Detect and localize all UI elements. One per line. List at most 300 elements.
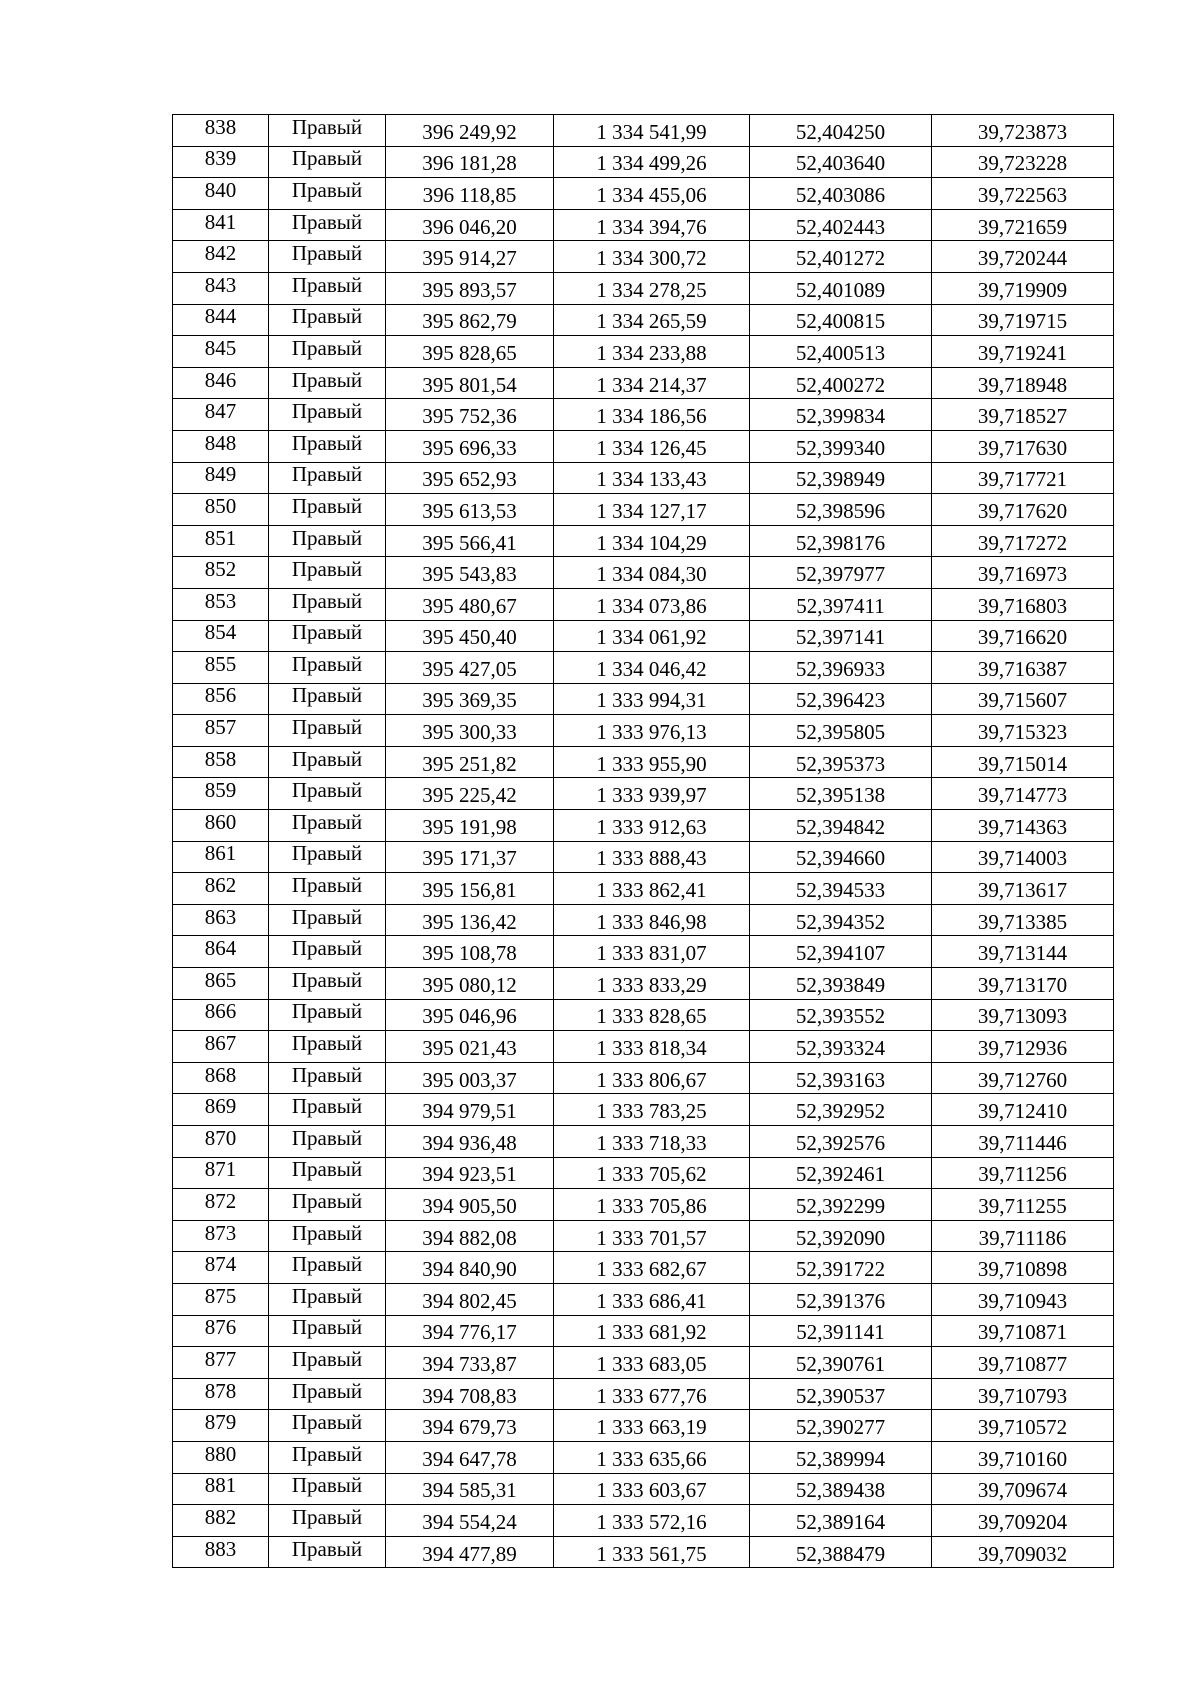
cell-text: 39,713385 <box>977 909 1068 934</box>
cell-text: Правый <box>291 209 363 234</box>
longitude-cell <box>932 1126 1114 1158</box>
longitude-cell <box>932 936 1114 968</box>
cell-text: 52,389994 <box>795 1446 886 1471</box>
y-coordinate-cell <box>554 1252 750 1284</box>
y-coordinate-cell <box>554 1441 750 1473</box>
cell-text: 1 333 705,86 <box>596 1193 707 1218</box>
cell-text: 52,393552 <box>795 1004 886 1029</box>
cell-text: 52,393324 <box>795 1036 886 1061</box>
cell-text: 878 <box>204 1378 237 1403</box>
x-coordinate-cell <box>386 1220 554 1252</box>
cell-text: 39,710898 <box>977 1257 1068 1282</box>
cell-text: 1 333 806,67 <box>596 1067 707 1092</box>
point-number-cell <box>173 336 269 368</box>
cell-text: 879 <box>204 1410 237 1435</box>
cell-text: 52,390277 <box>795 1415 886 1440</box>
point-number-cell <box>173 1062 269 1094</box>
x-coordinate-cell <box>386 1031 554 1063</box>
table-row <box>173 1473 1114 1505</box>
cell-text: 394 776,17 <box>422 1320 517 1345</box>
side-cell <box>269 904 386 936</box>
cell-text: 1 334 186,56 <box>596 404 707 429</box>
y-coordinate-cell <box>554 209 750 241</box>
cell-text: 52,395373 <box>795 751 886 776</box>
latitude-cell <box>750 1157 932 1189</box>
latitude-cell <box>750 336 932 368</box>
longitude-cell <box>932 652 1114 684</box>
point-number-cell <box>173 1410 269 1442</box>
cell-text: 39,717620 <box>977 498 1068 523</box>
cell-text: 39,718948 <box>977 372 1068 397</box>
cell-text: 871 <box>204 1157 237 1182</box>
latitude-cell <box>750 588 932 620</box>
side-cell <box>269 841 386 873</box>
longitude-cell <box>932 810 1114 842</box>
x-coordinate-cell <box>386 525 554 557</box>
cell-text: Правый <box>291 1346 363 1371</box>
cell-text: Правый <box>291 304 363 329</box>
longitude-cell <box>932 557 1114 589</box>
latitude-cell <box>750 241 932 273</box>
table-row <box>173 999 1114 1031</box>
cell-text: 883 <box>204 1536 237 1561</box>
table-row <box>173 652 1114 684</box>
cell-text: 39,719715 <box>977 309 1068 334</box>
point-number-cell <box>173 146 269 178</box>
cell-text: Правый <box>291 241 363 266</box>
latitude-cell <box>750 1062 932 1094</box>
cell-text: 395 251,82 <box>422 751 517 776</box>
cell-text: 1 334 046,42 <box>596 656 707 681</box>
cell-text: Правый <box>291 715 363 740</box>
cell-text: 395 893,57 <box>422 277 517 302</box>
cell-text: 39,710871 <box>977 1320 1068 1345</box>
cell-text: 868 <box>204 1062 237 1087</box>
longitude-cell <box>932 873 1114 905</box>
side-cell <box>269 209 386 241</box>
cell-text: 39,713617 <box>977 878 1068 903</box>
cell-text: 52,389164 <box>795 1509 886 1534</box>
cell-text: 39,716803 <box>977 593 1068 618</box>
cell-text: 1 334 084,30 <box>596 562 707 587</box>
point-number-cell <box>173 209 269 241</box>
table-row <box>173 178 1114 210</box>
cell-text: Правый <box>291 1410 363 1435</box>
cell-text: Правый <box>291 746 363 771</box>
cell-text: 1 333 686,41 <box>596 1288 707 1313</box>
cell-text: 872 <box>204 1188 237 1213</box>
cell-text: Правый <box>291 272 363 297</box>
cell-text: 395 046,96 <box>422 1004 517 1029</box>
cell-text: 52,396423 <box>795 688 886 713</box>
x-coordinate-cell <box>386 430 554 462</box>
cell-text: 39,716387 <box>977 656 1068 681</box>
longitude-cell <box>932 525 1114 557</box>
cell-text: 52,400272 <box>795 372 886 397</box>
cell-text: 847 <box>204 399 237 424</box>
cell-text: Правый <box>291 651 363 676</box>
y-coordinate-cell <box>554 1536 750 1568</box>
coordinates-table-body <box>173 115 1114 1568</box>
cell-text: 882 <box>204 1504 237 1529</box>
y-coordinate-cell <box>554 904 750 936</box>
cell-text: 52,402443 <box>795 214 886 239</box>
cell-text: 395 003,37 <box>422 1067 517 1092</box>
longitude-cell <box>932 367 1114 399</box>
latitude-cell <box>750 746 932 778</box>
cell-text: Правый <box>291 367 363 392</box>
latitude-cell <box>750 462 932 494</box>
cell-text: 52,403640 <box>795 151 886 176</box>
cell-text: 39,710572 <box>977 1415 1068 1440</box>
side-cell <box>269 1126 386 1158</box>
x-coordinate-cell <box>386 1126 554 1158</box>
cell-text: Правый <box>291 462 363 487</box>
cell-text: Правый <box>291 620 363 645</box>
cell-text: Правый <box>291 936 363 961</box>
cell-text: 395 136,42 <box>422 909 517 934</box>
cell-text: 52,388479 <box>795 1541 886 1566</box>
longitude-cell <box>932 1252 1114 1284</box>
x-coordinate-cell <box>386 1189 554 1221</box>
latitude-cell <box>750 1126 932 1158</box>
x-coordinate-cell <box>386 1283 554 1315</box>
cell-text: Правый <box>291 1315 363 1340</box>
cell-text: 865 <box>204 967 237 992</box>
cell-text: 394 477,89 <box>422 1541 517 1566</box>
x-coordinate-cell <box>386 715 554 747</box>
cell-text: 52,397411 <box>796 593 885 618</box>
x-coordinate-cell <box>386 115 554 147</box>
y-coordinate-cell <box>554 115 750 147</box>
cell-text: 838 <box>204 114 237 139</box>
latitude-cell <box>750 1473 932 1505</box>
table-row <box>173 904 1114 936</box>
latitude-cell <box>750 557 932 589</box>
latitude-cell <box>750 904 932 936</box>
y-coordinate-cell <box>554 1378 750 1410</box>
side-cell <box>269 399 386 431</box>
cell-text: 853 <box>204 588 237 613</box>
cell-text: 869 <box>204 1094 237 1119</box>
table-row <box>173 873 1114 905</box>
cell-text: 395 566,41 <box>422 530 517 555</box>
point-number-cell <box>173 1189 269 1221</box>
cell-text: 876 <box>204 1315 237 1340</box>
cell-text: 394 708,83 <box>422 1383 517 1408</box>
x-coordinate-cell <box>386 841 554 873</box>
cell-text: 395 080,12 <box>422 972 517 997</box>
x-coordinate-cell <box>386 462 554 494</box>
cell-text: 857 <box>204 715 237 740</box>
cell-text: 39,711186 <box>978 1225 1067 1250</box>
side-cell <box>269 1505 386 1537</box>
latitude-cell <box>750 1189 932 1221</box>
cell-text: Правый <box>291 904 363 929</box>
longitude-cell <box>932 399 1114 431</box>
cell-text: 394 840,90 <box>422 1257 517 1282</box>
cell-text: Правый <box>291 778 363 803</box>
table-row <box>173 1283 1114 1315</box>
cell-text: 52,390761 <box>795 1351 886 1376</box>
cell-text: 394 733,87 <box>422 1351 517 1376</box>
cell-text: 845 <box>204 335 237 360</box>
y-coordinate-cell <box>554 178 750 210</box>
cell-text: Правый <box>291 1252 363 1277</box>
latitude-cell <box>750 999 932 1031</box>
y-coordinate-cell <box>554 1473 750 1505</box>
longitude-cell <box>932 968 1114 1000</box>
y-coordinate-cell <box>554 272 750 304</box>
latitude-cell <box>750 1031 932 1063</box>
x-coordinate-cell <box>386 683 554 715</box>
cell-text: 52,394842 <box>795 814 886 839</box>
latitude-cell <box>750 178 932 210</box>
table-row <box>173 746 1114 778</box>
cell-text: 39,714003 <box>977 846 1068 871</box>
side-cell <box>269 367 386 399</box>
y-coordinate-cell <box>554 999 750 1031</box>
x-coordinate-cell <box>386 557 554 589</box>
point-number-cell <box>173 620 269 652</box>
cell-text: 842 <box>204 241 237 266</box>
x-coordinate-cell <box>386 810 554 842</box>
cell-text: 875 <box>204 1283 237 1308</box>
cell-text: 52,399834 <box>795 404 886 429</box>
cell-text: 39,716973 <box>977 562 1068 587</box>
cell-text: Правый <box>291 493 363 518</box>
y-coordinate-cell <box>554 873 750 905</box>
y-coordinate-cell <box>554 810 750 842</box>
cell-text: 39,710943 <box>977 1288 1068 1313</box>
x-coordinate-cell <box>386 999 554 1031</box>
cell-text: 394 647,78 <box>422 1446 517 1471</box>
cell-text: 39,721659 <box>977 214 1068 239</box>
cell-text: 52,396933 <box>795 656 886 681</box>
cell-text: 39,713093 <box>977 1004 1068 1029</box>
cell-text: 52,398176 <box>795 530 886 555</box>
cell-text: 1 334 104,29 <box>596 530 707 555</box>
cell-text: 39,720244 <box>977 246 1068 271</box>
x-coordinate-cell <box>386 494 554 526</box>
side-cell <box>269 1473 386 1505</box>
table-row <box>173 1157 1114 1189</box>
cell-text: 52,397977 <box>795 562 886 587</box>
longitude-cell <box>932 841 1114 873</box>
side-cell <box>269 430 386 462</box>
longitude-cell <box>932 778 1114 810</box>
cell-text: 395 427,05 <box>422 656 517 681</box>
table-row <box>173 1220 1114 1252</box>
cell-text: 395 450,40 <box>422 625 517 650</box>
x-coordinate-cell <box>386 652 554 684</box>
cell-text: 1 334 233,88 <box>596 340 707 365</box>
cell-text: 395 914,27 <box>422 246 517 271</box>
cell-text: 52,398949 <box>795 467 886 492</box>
x-coordinate-cell <box>386 1441 554 1473</box>
longitude-cell <box>932 1441 1114 1473</box>
side-cell <box>269 1220 386 1252</box>
latitude-cell <box>750 968 932 1000</box>
latitude-cell <box>750 525 932 557</box>
cell-text: 873 <box>204 1220 237 1245</box>
cell-text: 39,723873 <box>977 119 1068 144</box>
latitude-cell <box>750 1220 932 1252</box>
x-coordinate-cell <box>386 399 554 431</box>
cell-text: 52,392461 <box>795 1162 886 1187</box>
y-coordinate-cell <box>554 968 750 1000</box>
latitude-cell <box>750 1378 932 1410</box>
cell-text: 39,709032 <box>977 1541 1068 1566</box>
cell-text: 394 679,73 <box>422 1415 517 1440</box>
cell-text: 839 <box>204 146 237 171</box>
y-coordinate-cell <box>554 1505 750 1537</box>
longitude-cell <box>932 462 1114 494</box>
cell-text: 52,394352 <box>795 909 886 934</box>
cell-text: 39,714773 <box>977 783 1068 808</box>
table-row <box>173 430 1114 462</box>
cell-text: 1 334 265,59 <box>596 309 707 334</box>
cell-text: 39,709674 <box>977 1478 1068 1503</box>
cell-text: 39,714363 <box>977 814 1068 839</box>
cell-text: 52,394107 <box>795 941 886 966</box>
cell-text: 39,715014 <box>977 751 1068 776</box>
latitude-cell <box>750 430 932 462</box>
y-coordinate-cell <box>554 525 750 557</box>
cell-text: 1 333 994,31 <box>596 688 707 713</box>
cell-text: 52,392576 <box>795 1130 886 1155</box>
point-number-cell <box>173 936 269 968</box>
point-number-cell <box>173 968 269 1000</box>
side-cell <box>269 1062 386 1094</box>
cell-text: Правый <box>291 683 363 708</box>
longitude-cell <box>932 1315 1114 1347</box>
cell-text: 39,709204 <box>977 1509 1068 1534</box>
longitude-cell <box>932 1473 1114 1505</box>
longitude-cell <box>932 115 1114 147</box>
cell-text: 850 <box>204 493 237 518</box>
point-number-cell <box>173 1473 269 1505</box>
longitude-cell <box>932 1189 1114 1221</box>
latitude-cell <box>750 1315 932 1347</box>
cell-text: 39,716620 <box>977 625 1068 650</box>
cell-text: 39,710160 <box>977 1446 1068 1471</box>
latitude-cell <box>750 841 932 873</box>
x-coordinate-cell <box>386 1347 554 1379</box>
cell-text: Правый <box>291 1473 363 1498</box>
point-number-cell <box>173 1094 269 1126</box>
side-cell <box>269 462 386 494</box>
cell-text: 39,717721 <box>977 467 1068 492</box>
cell-text: 395 543,83 <box>422 562 517 587</box>
point-number-cell <box>173 588 269 620</box>
table-row <box>173 936 1114 968</box>
latitude-cell <box>750 1441 932 1473</box>
point-number-cell <box>173 1252 269 1284</box>
table-row <box>173 1126 1114 1158</box>
longitude-cell <box>932 304 1114 336</box>
cell-text: 1 333 718,33 <box>596 1130 707 1155</box>
cell-text: 52,394660 <box>795 846 886 871</box>
longitude-cell <box>932 1094 1114 1126</box>
cell-text: 395 613,53 <box>422 498 517 523</box>
cell-text: 52,397141 <box>795 625 886 650</box>
y-coordinate-cell <box>554 557 750 589</box>
cell-text: 855 <box>204 651 237 676</box>
cell-text: 39,713144 <box>977 941 1068 966</box>
cell-text: 861 <box>204 841 237 866</box>
point-number-cell <box>173 399 269 431</box>
cell-text: Правый <box>291 841 363 866</box>
cell-text: 52,390537 <box>795 1383 886 1408</box>
cell-text: Правый <box>291 177 363 202</box>
side-cell <box>269 620 386 652</box>
y-coordinate-cell <box>554 304 750 336</box>
table-row <box>173 1347 1114 1379</box>
side-cell <box>269 525 386 557</box>
cell-text: 52,389438 <box>795 1478 886 1503</box>
table-row <box>173 1252 1114 1284</box>
side-cell <box>269 1252 386 1284</box>
cell-text: 843 <box>204 272 237 297</box>
cell-text: 394 882,08 <box>422 1225 517 1250</box>
cell-text: Правый <box>291 1378 363 1403</box>
latitude-cell <box>750 778 932 810</box>
latitude-cell <box>750 146 932 178</box>
point-number-cell <box>173 904 269 936</box>
table-row <box>173 1441 1114 1473</box>
side-cell <box>269 1378 386 1410</box>
cell-text: 394 802,45 <box>422 1288 517 1313</box>
cell-text: 849 <box>204 462 237 487</box>
y-coordinate-cell <box>554 146 750 178</box>
side-cell <box>269 778 386 810</box>
longitude-cell <box>932 1220 1114 1252</box>
cell-text: 39,719241 <box>977 340 1068 365</box>
cell-text: 1 333 705,62 <box>596 1162 707 1187</box>
cell-text: 39,717630 <box>977 435 1068 460</box>
cell-text: 396 118,85 <box>422 182 517 207</box>
cell-text: 1 334 126,45 <box>596 435 707 460</box>
latitude-cell <box>750 1536 932 1568</box>
cell-text: 1 333 828,65 <box>596 1004 707 1029</box>
cell-text: 39,712936 <box>977 1036 1068 1061</box>
point-number-cell <box>173 1347 269 1379</box>
x-coordinate-cell <box>386 873 554 905</box>
cell-text: Правый <box>291 1504 363 1529</box>
point-number-cell <box>173 1536 269 1568</box>
cell-text: 395 828,65 <box>422 340 517 365</box>
longitude-cell <box>932 1505 1114 1537</box>
point-number-cell <box>173 1220 269 1252</box>
cell-text: 856 <box>204 683 237 708</box>
table-row <box>173 399 1114 431</box>
table-row <box>173 968 1114 1000</box>
x-coordinate-cell <box>386 367 554 399</box>
cell-text: 52,401089 <box>795 277 886 302</box>
cell-text: 39,711255 <box>978 1193 1067 1218</box>
cell-text: 1 333 912,63 <box>596 814 707 839</box>
cell-text: 394 979,51 <box>422 1099 517 1124</box>
side-cell <box>269 588 386 620</box>
cell-text: 52,393163 <box>795 1067 886 1092</box>
side-cell <box>269 557 386 589</box>
cell-text: 39,711256 <box>978 1162 1067 1187</box>
cell-text: 39,722563 <box>977 182 1068 207</box>
side-cell <box>269 272 386 304</box>
cell-text: 395 191,98 <box>422 814 517 839</box>
table-row <box>173 557 1114 589</box>
